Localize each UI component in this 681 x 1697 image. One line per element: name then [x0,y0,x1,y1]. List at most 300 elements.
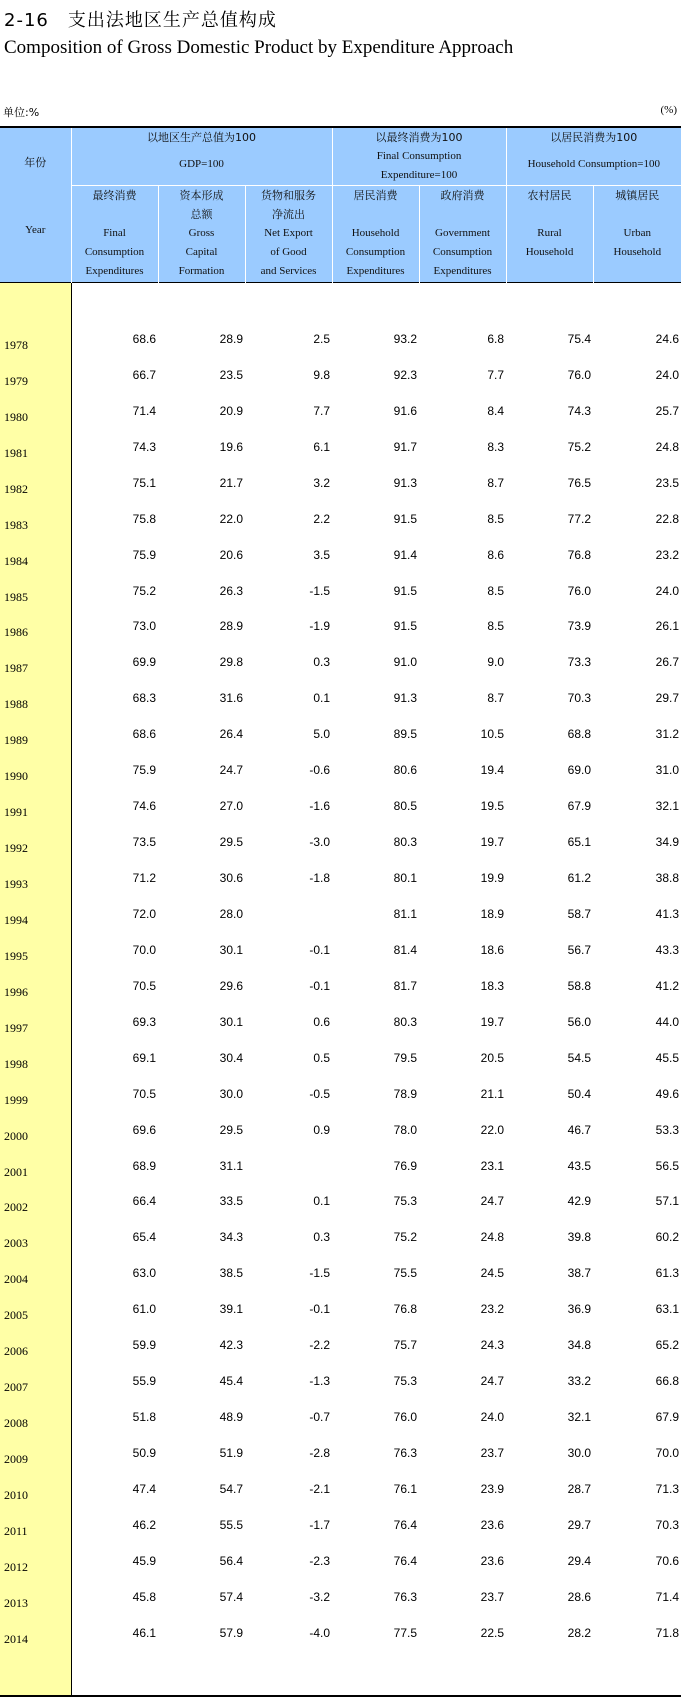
value-cell: 57.4 [219,1589,243,1604]
value-cell: 68.8 [567,727,592,742]
year-cell: 2006 [0,1327,71,1363]
value-cell: 76.9 [393,1158,418,1173]
column-header-1-en2: Consumption [84,246,145,258]
value-cell: 80.6 [393,763,418,778]
value-cell: 7.7 [313,403,331,418]
value-cell: 8.5 [487,583,505,598]
value-cell: 41.2 [655,978,680,993]
value-cell: 33.2 [567,1374,592,1389]
year-cell: 1980 [0,393,71,429]
column-header-3-cn1: 货物和服务 [261,189,317,202]
table-row [0,465,681,501]
year-cell: 1989 [0,716,71,752]
value-cell: 74.6 [71,788,158,824]
column-header-7 [593,186,681,283]
value-cell: 63.0 [71,1255,158,1291]
value-cell: 23.1 [480,1158,505,1173]
value-cell: 46.2 [71,1507,158,1543]
value-cell: 21.1 [480,1086,505,1101]
value-cell: 54.5 [567,1050,592,1065]
value-cell: 75.7 [393,1338,418,1353]
value-cell: 25.7 [655,403,680,418]
column-header-7-cn1: 城镇居民 [615,189,660,202]
value-cell: 39.8 [567,1230,592,1245]
value-cell: 0.9 [313,1122,331,1137]
column-header-6 [506,186,593,283]
value-cell: 28.6 [567,1589,592,1604]
value-cell: 93.2 [393,331,418,346]
column-header-7-en2: Household [613,246,662,258]
value-cell: 29.8 [219,655,243,670]
value-cell: -0.6 [309,763,331,778]
table-row [0,1004,681,1040]
year-cell: 1982 [0,465,71,501]
column-header-3-en1: Net Export [264,227,313,239]
value-cell: 42.9 [567,1194,592,1209]
value-cell: -3.2 [309,1589,331,1604]
value-cell: -1.5 [309,1266,331,1281]
value-cell: 65.4 [71,1219,158,1255]
value-cell: 75.2 [393,1230,418,1245]
value-cell: 79.5 [393,1050,418,1065]
value-cell: 61.3 [655,1266,680,1281]
value-cell: 75.9 [71,752,158,788]
unit-label: 单位:% [3,106,40,119]
year-cell: 1993 [0,860,71,896]
value-cell: 7.7 [487,367,505,382]
year-cell: 1983 [0,501,71,537]
value-cell: 29.7 [655,691,680,706]
value-cell: 75.2 [567,439,592,454]
value-cell: 32.1 [567,1410,592,1425]
column-header-1-en1: Final [103,227,126,239]
value-cell: 44.0 [655,1014,680,1029]
column-header-2-en2: Capital [185,246,218,258]
group-final-consumption-en-1: Final Consumption [376,150,462,162]
value-cell: 26.4 [219,727,243,742]
value-cell: 34.3 [219,1230,243,1245]
column-header-6-en2: Household [525,246,574,258]
value-cell: 31.0 [655,763,680,778]
group-final-consumption-header [332,127,506,186]
value-cell: -1.6 [309,799,331,814]
value-cell: 70.0 [655,1446,680,1461]
value-cell: -3.0 [309,835,331,850]
year-cell: 1978 [0,321,71,357]
value-cell: 36.9 [567,1302,592,1317]
year-cell: 2010 [0,1471,71,1507]
value-cell: 3.5 [313,547,331,562]
column-header-1-en3: Expenditures [85,265,144,277]
value-cell: 31.2 [655,727,680,742]
table-row [0,1507,681,1543]
value-cell: 57.1 [655,1194,680,1209]
year-cell: 2013 [0,1579,71,1615]
table-row [0,1399,681,1435]
value-cell: 56.5 [655,1158,680,1173]
value-cell: 51.8 [71,1399,158,1435]
value-cell: -2.8 [309,1446,331,1461]
value-cell: 49.6 [655,1086,680,1101]
value-cell: -0.1 [309,978,331,993]
value-cell: 30.1 [219,942,243,957]
value-cell: 34.9 [655,835,680,850]
value-cell: 41.3 [655,906,680,921]
column-header-6-en1: Rural [537,227,562,239]
column-header-4-cn2 [333,205,419,224]
value-cell: 56.0 [567,1014,592,1029]
table-row [0,1579,681,1615]
table-row [0,1040,681,1076]
value-cell: 58.8 [567,978,592,993]
table-row [0,896,681,932]
value-cell: 19.7 [480,1014,505,1029]
year-cell: 2001 [0,1148,71,1184]
value-cell: 27.0 [219,799,243,814]
value-cell: 73.0 [71,609,158,645]
table-number-title: 2-16 支出法地区生产总值构成 [4,10,277,31]
value-cell: 10.5 [480,727,505,742]
value-cell: 26.3 [219,583,243,598]
value-cell [245,1148,332,1184]
value-cell: 18.6 [480,942,505,957]
table-row [0,1112,681,1148]
value-cell: 91.5 [393,583,418,598]
value-cell: 76.0 [567,367,592,382]
year-header [0,127,71,283]
value-cell: 66.4 [71,1184,158,1220]
value-cell: 76.3 [393,1589,418,1604]
value-cell: 59.9 [71,1327,158,1363]
value-cell: 53.3 [655,1122,680,1137]
value-cell: 29.6 [219,978,243,993]
value-cell: -0.7 [309,1410,331,1425]
year-cell: 1985 [0,573,71,609]
column-header-4-cn1: 居民消费 [353,189,398,202]
value-cell: 71.4 [71,393,158,429]
value-cell: 8.3 [487,439,505,454]
value-cell: 39.1 [219,1302,243,1317]
table-row [0,1076,681,1112]
value-cell: 26.7 [655,655,680,670]
value-cell: 65.1 [567,835,592,850]
value-cell: 32.1 [655,799,680,814]
value-cell: 31.6 [219,691,243,706]
table-row [0,1219,681,1255]
year-cell: 1988 [0,680,71,716]
year-cell: 1991 [0,788,71,824]
value-cell: 66.8 [655,1374,680,1389]
column-header-7-cn2 [594,205,681,224]
group-gdp-header [71,127,332,186]
value-cell: 56.7 [567,942,592,957]
value-cell: 30.1 [219,1014,243,1029]
value-cell: 8.4 [487,403,505,418]
value-cell: 29.5 [219,835,243,850]
column-header-3-en2: of Good [270,246,307,258]
value-cell: 76.8 [567,547,592,562]
year-cell: 1995 [0,932,71,968]
value-cell: -1.9 [309,619,331,634]
year-cell: 1999 [0,1076,71,1112]
value-cell: 23.6 [480,1517,505,1532]
value-cell: -1.8 [309,871,331,886]
year-cell: 1994 [0,896,71,932]
value-cell: 23.2 [655,547,680,562]
value-cell: 24.7 [480,1194,505,1209]
value-cell: 91.3 [393,475,418,490]
table-row [0,824,681,860]
value-cell: 56.4 [219,1553,243,1568]
year-cell: 2003 [0,1219,71,1255]
value-cell: 46.7 [567,1122,592,1137]
value-cell: 73.9 [567,619,592,634]
value-cell: 70.3 [655,1517,680,1532]
value-cell: 81.1 [393,906,418,921]
value-cell: -0.5 [309,1086,331,1101]
column-header-5-cn1: 政府消费 [440,189,485,202]
value-cell: -2.2 [309,1338,331,1353]
value-cell: 47.4 [71,1471,158,1507]
year-cell: 1984 [0,537,71,573]
value-cell: 70.3 [567,691,592,706]
value-cell: 69.9 [71,644,158,680]
table-row [0,1363,681,1399]
value-cell: 65.2 [655,1338,680,1353]
value-cell: 22.0 [219,511,243,526]
group-final-consumption-cn: 以最终消费为100 [375,131,463,144]
value-cell: 76.4 [393,1553,418,1568]
column-header-1-cn2 [72,205,158,224]
value-cell: 81.7 [393,978,418,993]
value-cell: 45.5 [655,1050,680,1065]
value-cell: 67.9 [655,1410,680,1425]
table-row [0,357,681,393]
table-row [0,1471,681,1507]
column-header-5-en1: Government [435,227,491,239]
table-row [0,788,681,824]
value-cell: 71.3 [655,1481,680,1496]
value-cell: 89.5 [393,727,418,742]
table-row [0,1184,681,1220]
column-header-3-en3: and Services [260,265,317,277]
value-cell: 70.6 [655,1553,680,1568]
year-header-cn: 年份 [24,156,47,169]
value-cell: 24.8 [655,439,680,454]
value-cell: 8.7 [487,475,505,490]
year-cell: 2012 [0,1543,71,1579]
value-cell: 57.9 [219,1625,243,1640]
value-cell: 20.5 [480,1050,505,1065]
value-cell: 72.0 [71,896,158,932]
value-cell: 24.7 [219,763,243,778]
value-cell: 63.1 [655,1302,680,1317]
column-header-6-en3 [507,262,593,281]
value-cell: 68.6 [71,716,158,752]
value-cell: 8.7 [487,691,505,706]
value-cell: 68.9 [71,1148,158,1184]
column-header-2-en1: Gross [188,227,215,239]
value-cell: 28.2 [567,1625,592,1640]
column-header-5-en3: Expenditures [433,265,492,277]
value-cell: 75.1 [71,465,158,501]
value-cell: 76.3 [393,1446,418,1461]
value-cell: 8.5 [487,511,505,526]
value-cell: 92.3 [393,367,418,382]
value-cell: 55.9 [71,1363,158,1399]
value-cell: 75.8 [71,501,158,537]
column-header-6-cn1: 农村居民 [527,189,572,202]
table-row [0,1255,681,1291]
year-cell: 1987 [0,644,71,680]
value-cell: 0.6 [313,1014,331,1029]
value-cell: 43.3 [655,942,680,957]
value-cell: 38.8 [655,871,680,886]
column-header-7-en3 [594,262,681,281]
data-table [0,126,681,1697]
value-cell: 23.7 [480,1589,505,1604]
value-cell: 70.5 [71,1076,158,1112]
year-cell: 2009 [0,1435,71,1471]
column-header-4-en3: Expenditures [346,265,405,277]
value-cell: 24.3 [480,1338,505,1353]
value-cell: 9.0 [487,655,505,670]
year-cell: 2008 [0,1399,71,1435]
value-cell: 24.0 [655,367,680,382]
value-cell: 77.5 [393,1625,418,1640]
value-cell: 0.3 [313,1230,331,1245]
value-cell: 69.1 [71,1040,158,1076]
value-cell: 23.6 [480,1553,505,1568]
table-title-english: Composition of Gross Domestic Product by Expenditure Approach [4,37,514,58]
value-cell: 91.4 [393,547,418,562]
value-cell: 75.3 [393,1194,418,1209]
table-row [0,716,681,752]
value-cell: 8.5 [487,619,505,634]
table-row [0,393,681,429]
value-cell: 76.1 [393,1481,418,1496]
value-cell: 0.5 [313,1050,331,1065]
value-cell: 73.3 [567,655,592,670]
group-household-header [506,127,681,186]
value-cell: 70.5 [71,968,158,1004]
table-row [0,860,681,896]
table-row [0,1327,681,1363]
value-cell: 24.0 [480,1410,505,1425]
table-row [0,609,681,645]
table-row [0,644,681,680]
value-cell: 81.4 [393,942,418,957]
value-cell: 74.3 [567,403,592,418]
value-cell: 24.8 [480,1230,505,1245]
value-cell: 42.3 [219,1338,243,1353]
table-row [0,537,681,573]
year-cell: 2002 [0,1184,71,1220]
column-header-1-cn1: 最终消费 [92,189,137,202]
value-cell: 2.5 [313,331,331,346]
column-header-1 [71,186,158,283]
value-cell: 0.3 [313,655,331,670]
value-cell: 24.0 [655,583,680,598]
value-cell: 55.5 [219,1517,243,1532]
value-cell [245,896,332,932]
value-cell: 61.2 [567,871,592,886]
value-cell: 45.9 [71,1543,158,1579]
value-cell: 19.5 [480,799,505,814]
year-cell: 2014 [0,1615,71,1651]
value-cell: 66.7 [71,357,158,393]
value-cell: 30.6 [219,871,243,886]
unit-label-english: (%) [660,104,677,116]
year-cell: 2011 [0,1507,71,1543]
value-cell: 70.0 [71,932,158,968]
value-cell: 0.1 [313,1194,331,1209]
value-cell: 80.5 [393,799,418,814]
value-cell: 30.0 [219,1086,243,1101]
group-gdp-en: GDP=100 [179,158,224,170]
value-cell: 61.0 [71,1291,158,1327]
value-cell: 80.3 [393,1014,418,1029]
value-cell: -1.3 [309,1374,331,1389]
value-cell: 46.1 [71,1615,158,1651]
value-cell: 45.4 [219,1374,243,1389]
group-household-cn: 以居民消费为100 [550,131,638,144]
value-cell: 48.9 [219,1410,243,1425]
value-cell: 78.0 [393,1122,418,1137]
value-cell: -1.7 [309,1517,331,1532]
value-cell: 20.6 [219,547,243,562]
value-cell: 23.9 [480,1481,505,1496]
value-cell: 91.7 [393,439,418,454]
value-cell: 51.9 [219,1446,243,1461]
table-row [0,1291,681,1327]
value-cell: -1.5 [309,583,331,598]
value-cell: 75.2 [71,573,158,609]
value-cell: 31.1 [219,1158,243,1173]
year-cell: 1992 [0,824,71,860]
value-cell: 9.8 [313,367,331,382]
value-cell: 80.1 [393,871,418,886]
value-cell: 75.9 [71,537,158,573]
value-cell: 28.7 [567,1481,592,1496]
value-cell: 38.5 [219,1266,243,1281]
value-cell: 0.1 [313,691,331,706]
value-cell: 58.7 [567,906,592,921]
column-header-4 [332,186,419,283]
value-cell: 68.3 [71,680,158,716]
column-header-7-en1: Urban [623,227,652,239]
table-row [0,1148,681,1184]
value-cell: -0.1 [309,1302,331,1317]
group-gdp-cn: 以地区生产总值为100 [147,131,257,144]
value-cell: 76.8 [393,1302,418,1317]
year-cell: 1986 [0,609,71,645]
value-cell: 69.6 [71,1112,158,1148]
value-cell: 5.0 [313,727,331,742]
value-cell: 3.2 [313,475,331,490]
value-cell: 68.6 [71,321,158,357]
year-cell: 1981 [0,429,71,465]
value-cell: -0.1 [309,942,331,957]
year-cell: 2000 [0,1112,71,1148]
value-cell: 38.7 [567,1266,592,1281]
value-cell: 76.4 [393,1517,418,1532]
column-header-2-cn1: 资本形成 [179,189,224,202]
year-cell: 2004 [0,1255,71,1291]
year-cell: 1998 [0,1040,71,1076]
group-final-consumption-en-2: Expenditure=100 [380,169,458,181]
table-row [0,1435,681,1471]
